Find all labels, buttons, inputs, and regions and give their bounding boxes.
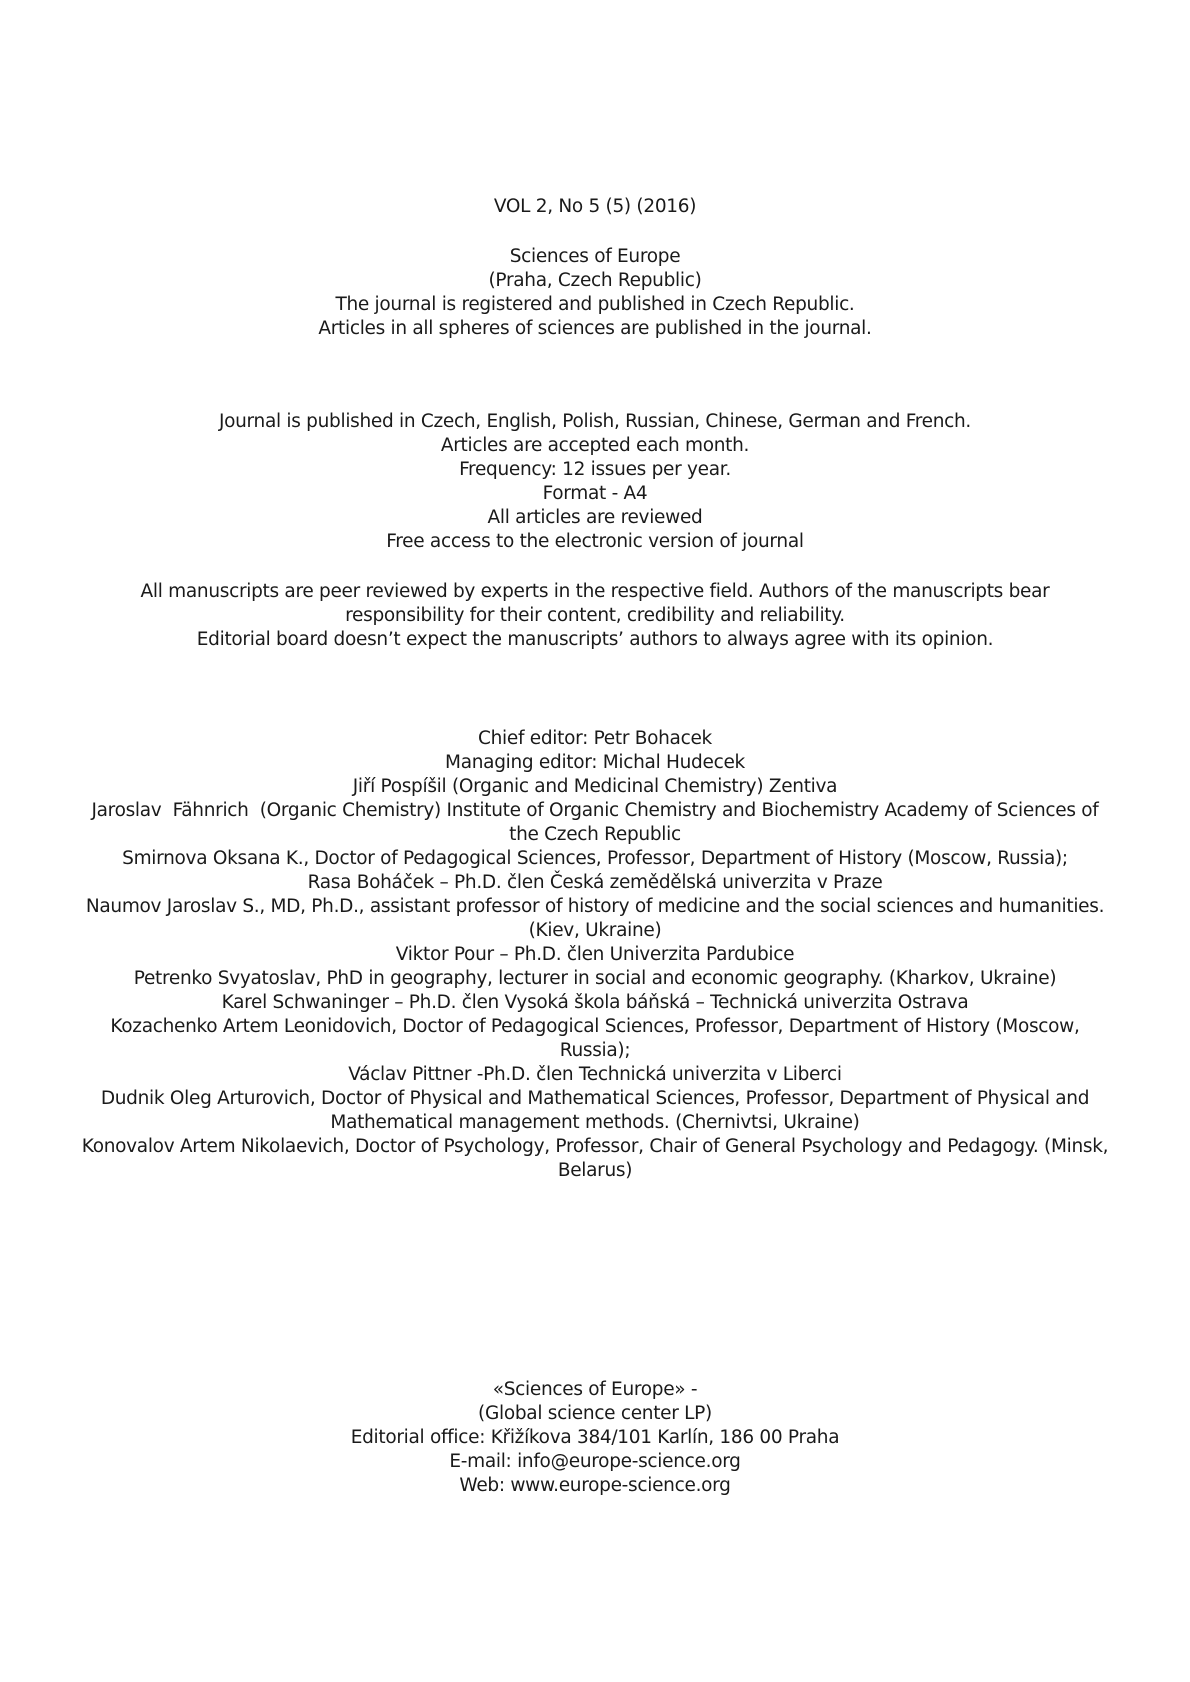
board-member-cont: (Kiev, Ukraine) <box>528 920 662 941</box>
review-line: responsibility for their content, credibility and reliability. <box>345 605 845 626</box>
board-member: Karel Schwaninger – Ph.D. člen Vysoká škola báňská – Technická univerzita Ostrava <box>221 992 969 1013</box>
volume-section <box>80 195 1110 219</box>
about-section <box>80 245 1110 341</box>
review-line: Editorial board doesn’t expect the manuscripts’ authors to always agree with its opinion. <box>196 629 994 650</box>
publisher-name: «Sciences of Europe» - <box>492 1379 698 1400</box>
about-line: The journal is registered and published in Czech Republic. <box>335 294 855 315</box>
about-line: Articles in all spheres of sciences are published in the journal. <box>318 318 872 339</box>
info-line: Free access to the electronic version of journal <box>386 531 804 552</box>
email-line: E-mail: info@europe-science.org <box>449 1451 741 1472</box>
web-line: Web: www.europe-science.org <box>459 1475 731 1496</box>
board-member: Petrenko Svyatoslav, PhD in geography, lecturer in social and economic geography. (Kharkov, Ukraine) <box>133 968 1057 989</box>
contact-section <box>80 1378 1110 1498</box>
board-member: Kozachenko Artem Leonidovich, Doctor of Pedagogical Sciences, Professor, Department of History (Moscow, <box>110 1016 1080 1037</box>
board-member-cont: Russia); <box>559 1040 631 1061</box>
info-line: Format - A4 <box>542 483 648 504</box>
journal-title: Sciences of Europe <box>509 246 681 267</box>
chief-editor: Chief editor: Petr Bohacek <box>478 728 712 749</box>
board-member-cont: Belarus) <box>557 1160 633 1181</box>
board-member: Rasa Boháček – Ph.D. člen Česká zemědělská univerzita v Praze <box>307 872 883 893</box>
info-line: Articles are accepted each month. <box>440 435 750 456</box>
board-member: Jiří Pospíšil (Organic and Medicinal Chemistry) Zentiva <box>352 776 838 797</box>
info-line: All articles are reviewed <box>487 507 703 528</box>
review-line: All manuscripts are peer reviewed by experts in the respective field. Authors of the manuscripts bear <box>140 581 1050 602</box>
editorial-office-address: Editorial office: Křižíkova 384/101 Karlín, 186 00 Praha <box>350 1427 840 1448</box>
board-member: Václav Pittner -Ph.D. člen Technická univerzita v Liberci <box>348 1064 842 1085</box>
volume-line: VOL 2, No 5 (5) (2016) <box>493 196 697 217</box>
board-member: Naumov Jaroslav S., MD, Ph.D., assistant professor of history of medicine and the social sciences and humanities. <box>85 896 1105 917</box>
info-line: Frequency: 12 issues per year. <box>459 459 731 480</box>
publisher-org: (Global science center LP) <box>478 1403 712 1424</box>
review-policy-section <box>80 580 1110 652</box>
info-line: Journal is published in Czech, English, Polish, Russian, Chinese, German and French. <box>218 411 972 432</box>
board-member: Smirnova Oksana K., Doctor of Pedagogical Sciences, Professor, Department of History (Moscow, Russia); <box>122 848 1068 869</box>
board-member: Viktor Pour – Ph.D. člen Univerzita Pardubice <box>395 944 795 965</box>
board-member: Konovalov Artem Nikolaevich, Doctor of Psychology, Professor, Chair of General Psychology and Pedagogy. (Minsk, <box>81 1136 1109 1157</box>
board-member: Dudnik Oleg Arturovich, Doctor of Physical and Mathematical Sciences, Professor, Department of Physical and <box>100 1088 1090 1109</box>
journal-info-section <box>80 410 1110 554</box>
journal-location: (Praha, Czech Republic) <box>488 270 702 291</box>
editorial-board-section <box>80 727 1110 1183</box>
board-member-cont: Mathematical management methods. (Chernivtsi, Ukraine) <box>330 1112 860 1133</box>
board-member: Jaroslav Fähnrich (Organic Chemistry) Institute of Organic Chemistry and Biochemistry Academy of Sciences of <box>91 800 1099 821</box>
managing-editor: Managing editor: Michal Hudecek <box>445 752 745 773</box>
board-member-cont: the Czech Republic <box>509 824 681 845</box>
